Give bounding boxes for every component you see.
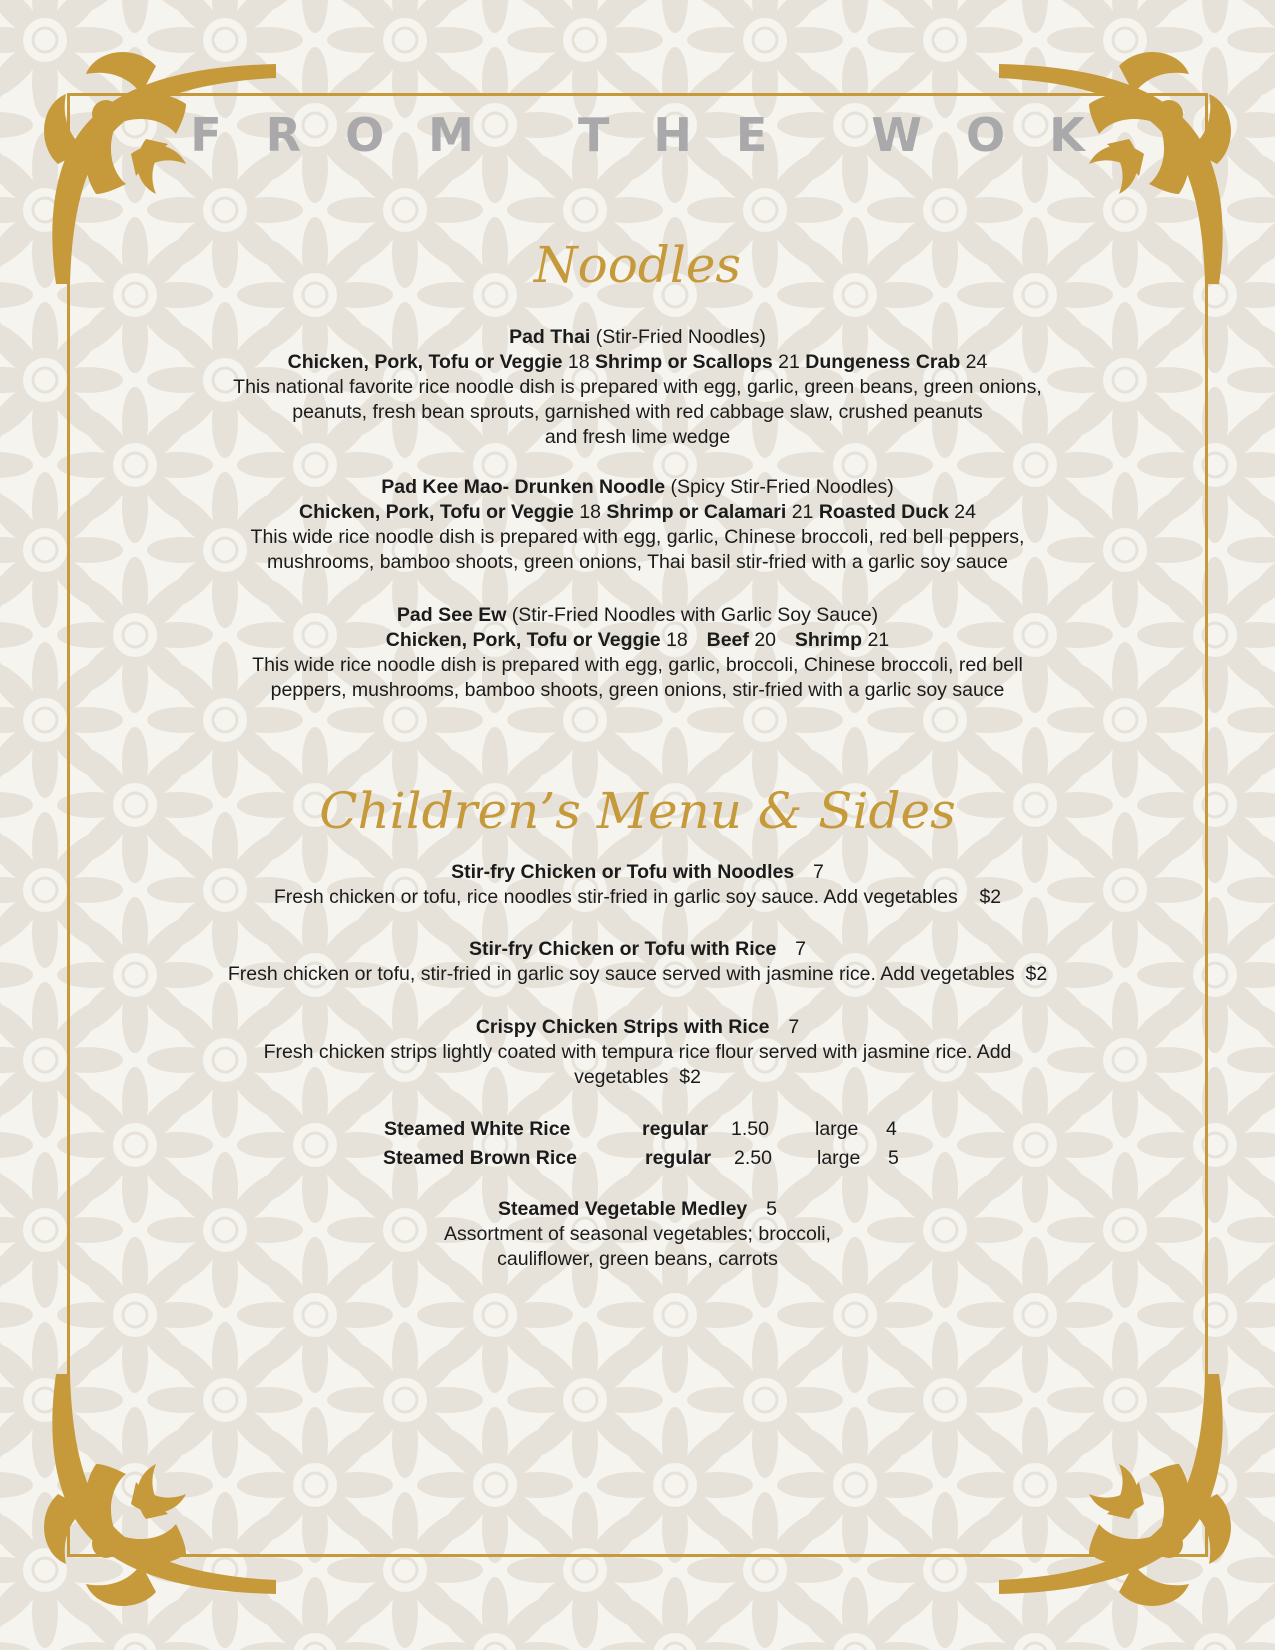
item-price: 5 [766,1198,777,1220]
option-label: Chicken, Pork, Tofu or Veggie [385,629,661,651]
item-description-line: This wide rice noodle dish is prepared with egg, garlic, broccoli, Chinese broccoli, red bell [252,654,1023,676]
option-price: 21 [778,351,800,373]
regular-price: 2.50 [734,1147,772,1169]
item-description-line: Fresh chicken or tofu, rice noodles stir-fried in garlic soy sauce. Add vegetables $2 [273,886,1002,908]
item-description-line: peppers, mushrooms, bamboo shoots, green onions, stir-fried with a garlic soy sauce [270,679,1005,701]
menu-item-kids-noodles [0,860,1275,910]
item-heading [0,475,1275,500]
item-description-line: mushrooms, bamboo shoots, green onions, Thai basil stir-fried with a garlic soy sauce [267,551,1008,573]
option-label: Shrimp [794,629,863,651]
side-item-vegetable-medley [0,1197,1275,1272]
noodles-section-title: Noodles [533,236,742,294]
large-label: large [815,1118,859,1140]
item-options [0,500,1275,525]
item-name: Stir-fry Chicken or Tofu with Rice [468,938,777,960]
item-price: 7 [788,1016,800,1038]
item-description-line: vegetables $2 [574,1066,701,1088]
item-subtitle: (Spicy Stir-Fried Noodles) [670,476,894,498]
menu-item-pad-thai [0,325,1275,450]
item-price: 7 [795,938,807,960]
item-name: Pad Kee Mao- Drunken Noodle [381,476,666,498]
item-subtitle: (Stir-Fried Noodles with Garlic Soy Sauce) [511,604,879,626]
kids-section-title: Children’s Menu & Sides [319,782,956,840]
item-heading [0,1015,1275,1040]
item-heading [0,603,1275,628]
option-price: 21 [791,501,814,523]
item-name: Steamed White Rice [384,1118,571,1140]
item-description-line: and fresh lime wedge [544,426,731,448]
option-label: Roasted Duck [818,501,949,523]
item-options [0,350,1275,375]
item-description-line: Fresh chicken strips lightly coated with tempura rice flour served with jasmine rice. Add [263,1041,1012,1063]
page-title: FROM THE WOK [190,108,1129,162]
large-label: large [817,1147,861,1169]
large-price: 4 [886,1118,897,1140]
item-name: Crispy Chicken Strips with Rice [475,1016,770,1038]
option-label: Chicken, Pork, Tofu or Veggie [298,501,574,523]
item-heading [0,860,1275,885]
option-label: Shrimp or Scallops [595,351,773,373]
item-heading [0,937,1275,962]
item-name: Stir-fry Chicken or Tofu with Noodles [451,861,795,883]
item-price: 7 [813,861,824,883]
option-label: Beef [706,629,749,651]
regular-price: 1.50 [731,1118,769,1140]
item-name: Steamed Vegetable Medley [498,1198,748,1220]
option-price: 18 [666,629,688,651]
option-price: 18 [579,501,601,523]
option-label: Chicken, Pork, Tofu or Veggie [287,351,563,373]
regular-label: regular [642,1118,709,1140]
option-label: Shrimp or Calamari [606,501,787,523]
option-price: 20 [754,629,777,651]
item-description-line: cauliflower, green beans, carrots [497,1248,778,1270]
regular-label: regular [645,1147,712,1169]
option-price: 21 [867,629,890,651]
item-description-line: peanuts, fresh bean sprouts, garnished with red cabbage slaw, crushed peanuts [292,401,983,423]
item-description-line: Fresh chicken or tofu, stir-fried in garlic soy sauce served with jasmine rice. Add vegetables $2 [227,963,1048,985]
item-name: Pad Thai [509,326,591,348]
item-heading [0,1197,1275,1222]
option-price: 24 [965,351,988,373]
item-description-line: This national favorite rice noodle dish is prepared with egg, garlic, green beans, green onions, [233,376,1042,398]
menu-item-pad-kee-mao [0,475,1275,575]
option-label: Dungeness Crab [805,351,961,373]
menu-item-pad-see-ew [0,603,1275,703]
item-options [0,628,1275,653]
item-name: Pad See Ew [396,604,507,626]
option-price: 24 [954,501,976,523]
item-description-line: This wide rice noodle dish is prepared with egg, garlic, Chinese broccoli, red bell peppers, [250,526,1025,548]
menu-item-kids-chicken-strips [0,1015,1275,1090]
item-heading [0,325,1275,350]
large-price: 5 [888,1147,899,1169]
menu-item-kids-rice [0,937,1275,987]
item-description-line: Assortment of seasonal vegetables; broccoli, [444,1223,831,1245]
option-price: 18 [567,351,590,373]
item-subtitle: (Stir-Fried Noodles) [595,326,766,348]
item-name: Steamed Brown Rice [383,1147,577,1169]
